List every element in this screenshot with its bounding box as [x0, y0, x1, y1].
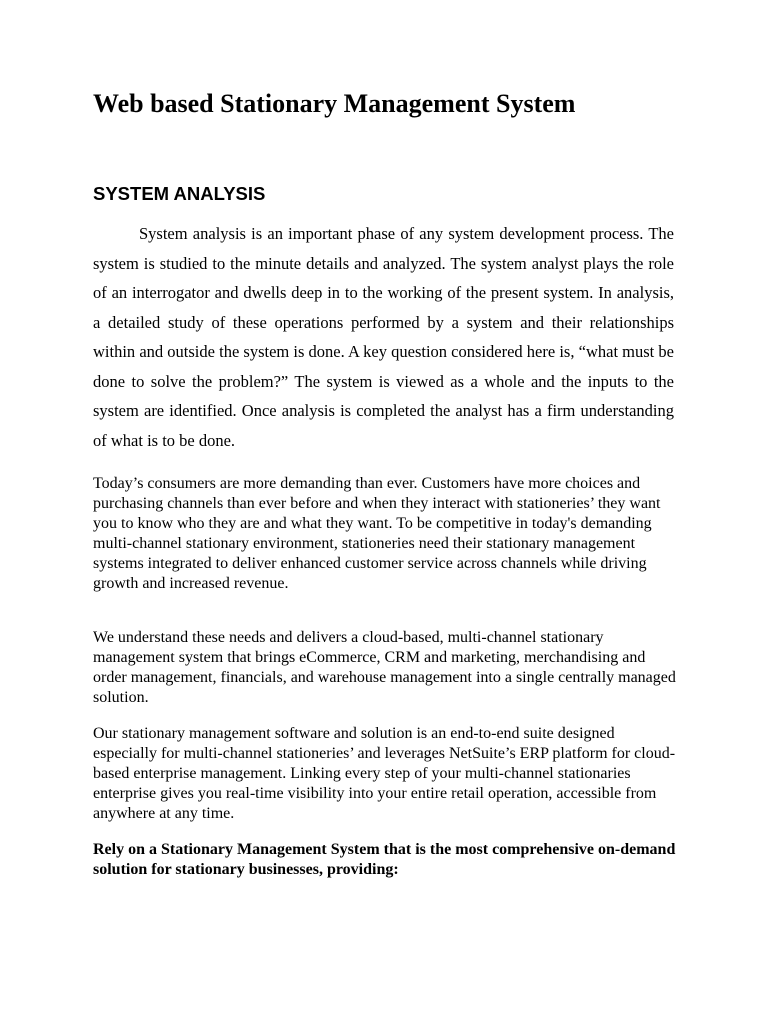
software-paragraph: Our stationary management software and solution is an end-to-end suite designed especially for multi-channel stationeries’ and leverages NetSuite’s ERP platform for cloud-based enterprise management. Linking every step of your multi-channel stationaries enterprise gives you real-time visibility into your entire retail operation, accessible from anywhere at any time.	[93, 725, 676, 822]
document-title: Web based Stationary Management System	[93, 89, 576, 118]
section-heading: SYSTEM ANALYSIS	[93, 183, 266, 204]
rely-paragraph: Rely on a Stationary Management System that is the most comprehensive on-demand solution for stationary businesses, providing:	[93, 841, 676, 878]
needs-paragraph: We understand these needs and delivers a cloud-based, multi-channel stationary management system that brings eCommerce, CRM and marketing, merchandising and order management, financials, and warehouse management into a single centrally managed solution.	[93, 629, 676, 706]
consumers-paragraph: Today’s consumers are more demanding than ever. Customers have more choices and purchasing channels than ever before and when they interact with stationeries’ they want you to know who they are and what they want. To be competitive in today's demanding multi-channel stationary environment, stationeries need their stationary management systems integrated to deliver enhanced customer service across channels while driving growth and increased revenue.	[93, 475, 661, 592]
analysis-paragraph: System analysis is an important phase of any system development process. The system is studied to the minute details and analyzed. The system analyst plays the role of an interrogator and dwells deep in to the working of the present system. In analysis, a detailed study of these operations performed by a system and their relationships within and outside the system is done. A key question considered here is, “what must be done to solve the problem?” The system is viewed as a whole and the inputs to the system are identified. Once analysis is completed the analyst has a firm understanding of what is to be done.	[93, 224, 674, 450]
